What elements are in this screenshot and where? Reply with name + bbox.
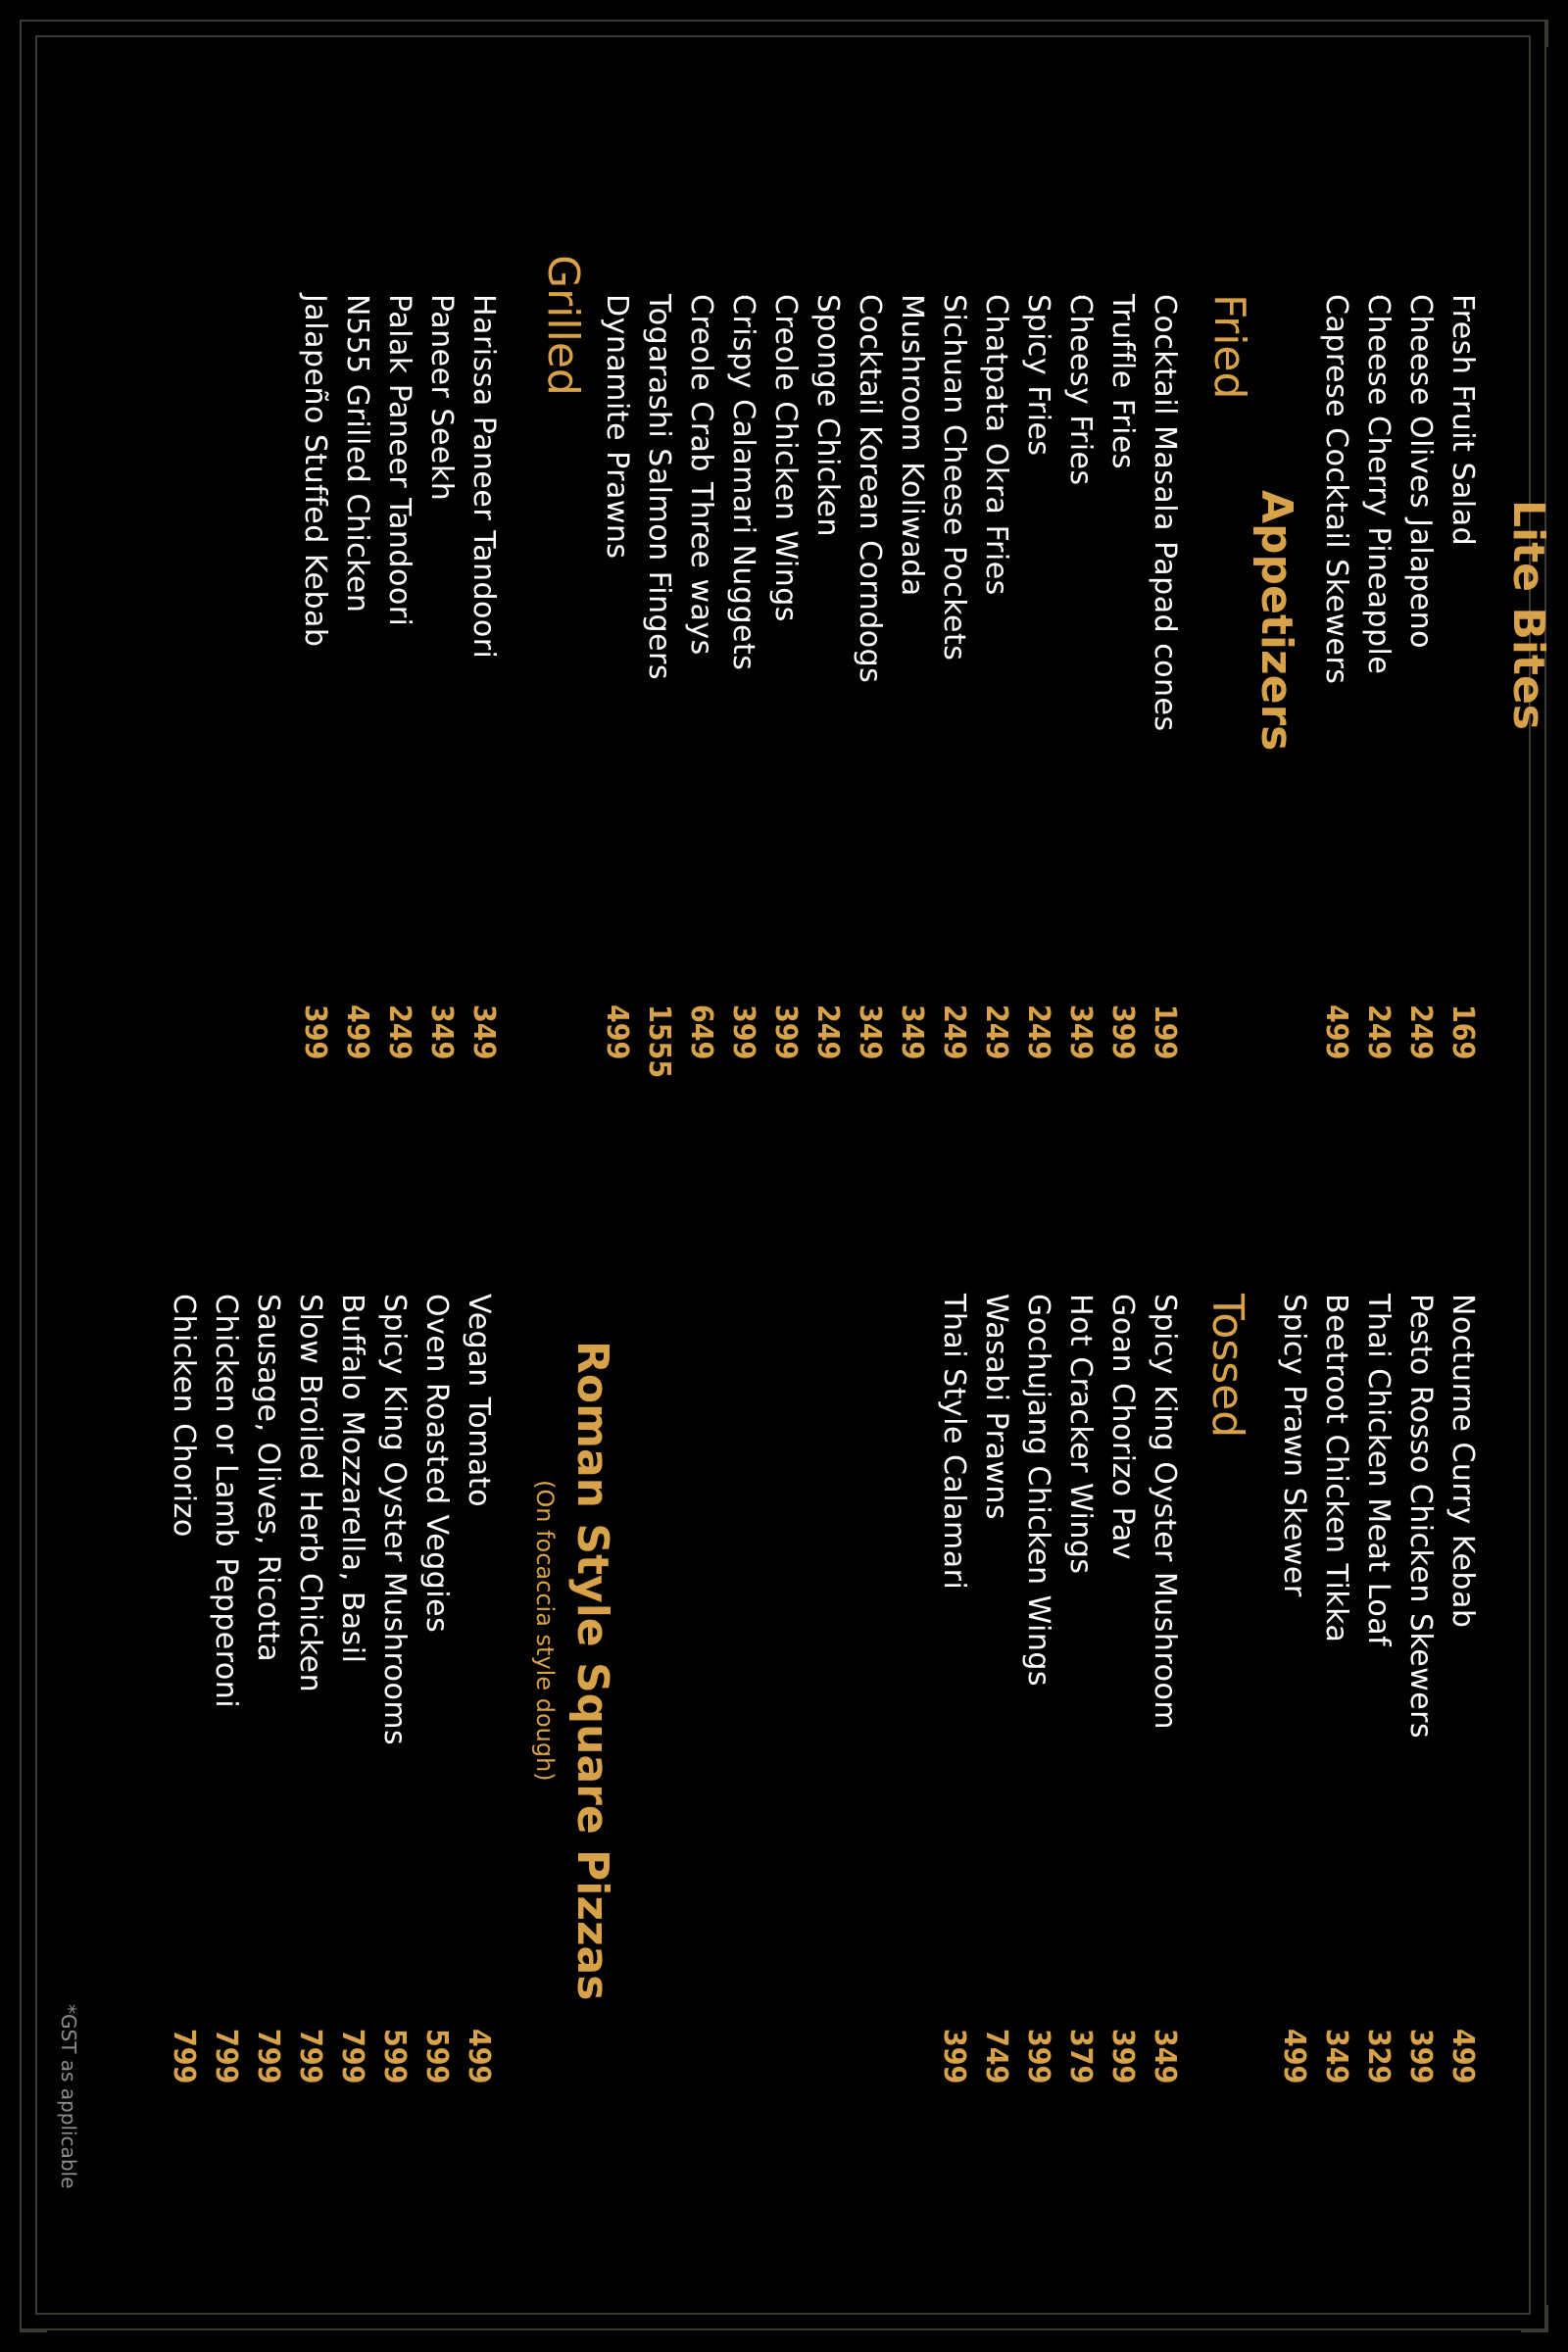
menu-item: [638, 294, 680, 1079]
menu-item: [420, 294, 463, 1060]
menu-item-price: 799: [335, 2029, 369, 2084]
menu-item-name: Sichuan Cheese Pockets: [937, 294, 971, 662]
menu-item: [1102, 1294, 1144, 2084]
menu-item-name: Slow Broiled Herb Chicken: [293, 1294, 327, 1693]
menu-item-price: 349: [1063, 1004, 1098, 1060]
menu-item-price: 349: [895, 1004, 929, 1060]
menu-item-price: 799: [293, 2029, 327, 2084]
menu-item-name: Mushroom Koliwada: [895, 294, 929, 597]
menu-item-price: 169: [1446, 1004, 1480, 1060]
menu-item-name: Spicy King Oyster Mushroom: [1148, 1294, 1182, 1731]
menu-item: [764, 294, 807, 1060]
menu-item: [294, 294, 336, 1060]
menu-item-name: Cheesy Fries: [1063, 294, 1098, 486]
menu-item: [1315, 294, 1357, 1060]
menu-item-name: Vegan Tomato: [462, 1294, 496, 1507]
menu-item-name: Beetroot Chicken Tikka: [1319, 1294, 1353, 1643]
menu-item-name: Chicken Chorizo: [167, 1294, 201, 1538]
menu-item-price: 499: [340, 1004, 374, 1060]
menu-item-price: 379: [1063, 2029, 1098, 2084]
menu-item-price: 249: [1403, 1004, 1438, 1060]
lite-bites-right-list: [1273, 1294, 1484, 2084]
menu-item-price: 1555: [642, 1004, 676, 1079]
menu-item: [1357, 1294, 1399, 2084]
menu-item-name: Oven Roasted Veggies: [419, 1294, 454, 1634]
menu-item-name: Creole Crab Three ways: [684, 294, 718, 656]
menu-item-name: Hot Cracker Wings: [1063, 1294, 1098, 1575]
menu-item-name: Pesto Rosso Chicken Skewers: [1403, 1294, 1438, 1740]
menu-item: [1442, 294, 1484, 1060]
menu-item-price: 399: [1021, 2029, 1055, 2084]
menu-item: [1144, 294, 1186, 1060]
menu-item-price: 399: [298, 1004, 332, 1060]
menu-item-price: 499: [1319, 1004, 1353, 1060]
menu-item-name: Fresh Fruit Salad: [1446, 294, 1480, 547]
menu-item-price: 349: [1319, 2029, 1353, 2084]
menu-item: [722, 294, 764, 1060]
menu-item-price: 249: [810, 1004, 845, 1060]
menu-item: [680, 294, 722, 1060]
menu-item-price: 349: [853, 1004, 887, 1060]
menu-item-price: 499: [1277, 2029, 1311, 2084]
menu-item: [1273, 1294, 1315, 2084]
menu-item-price: 499: [462, 2029, 496, 2084]
menu-item: [849, 294, 891, 1060]
menu-item: [289, 1294, 331, 2084]
menu-item-price: 399: [768, 1004, 803, 1060]
menu-item-price: 249: [979, 1004, 1013, 1060]
menu-item: [1442, 1294, 1484, 2084]
menu-item-price: 799: [167, 2029, 201, 2084]
menu-item-price: 399: [1105, 1004, 1140, 1060]
tossed-list: [933, 1294, 1186, 2084]
fried-title: Fried: [1204, 294, 1254, 400]
menu-item: [163, 1294, 205, 2084]
menu-item-name: Sausage, Olives, Ricotta: [251, 1294, 285, 1663]
menu-item-name: Sponge Chicken: [810, 294, 845, 538]
menu-item-name: Cocktail Korean Corndogs: [853, 294, 887, 684]
menu-item: [1017, 1294, 1059, 2084]
menu-item-name: Spicy Prawn Skewer: [1277, 1294, 1311, 1597]
menu-item: [205, 1294, 247, 2084]
grilled-title: Grilled: [538, 255, 588, 396]
menu-item-price: 399: [937, 2029, 971, 2084]
menu-item-name: Palak Paneer Tandoori: [382, 294, 416, 627]
menu-item-price: 399: [1403, 2029, 1438, 2084]
menu-item-price: 249: [1021, 1004, 1055, 1060]
menu-item-name: Caprese Cocktail Skewers: [1319, 294, 1353, 685]
menu-item: [1144, 1294, 1186, 2084]
menu-item-name: Spicy King Oyster Mushrooms: [377, 1294, 412, 1746]
menu-item-name: Chicken or Lamb Pepperoni: [209, 1294, 243, 1709]
menu-item-name: Crispy Calamari Nuggets: [726, 294, 760, 671]
appetizers-title: Appetizers: [1251, 490, 1301, 752]
menu-item-price: 399: [726, 1004, 760, 1060]
menu-item-price: 249: [1361, 1004, 1396, 1060]
menu-item: [1102, 294, 1144, 1060]
menu-item: [1357, 294, 1399, 1060]
menu-item: [596, 294, 638, 1060]
pizzas-list: [163, 1294, 500, 2084]
menu-item-name: Togarashi Salmon Fingers: [642, 294, 676, 681]
menu-item-name: Spicy Fries: [1021, 294, 1055, 457]
menu-item-name: Dynamite Prawns: [600, 294, 634, 560]
menu-item-name: Chatpata Okra Fries: [979, 294, 1013, 596]
menu-item: [463, 294, 505, 1060]
menu-item-name: Creole Chicken Wings: [768, 294, 803, 622]
pizzas-subtitle: (On focaccia style dough): [531, 1480, 559, 1782]
menu-item-price: 799: [209, 2029, 243, 2084]
menu-item: [373, 1294, 416, 2084]
menu-item-name: Paneer Seekh: [424, 294, 459, 502]
menu-item-name: N555 Grilled Chicken: [340, 294, 374, 613]
menu-item-name: Goan Chorizo Pav: [1105, 1294, 1140, 1561]
menu-item: [336, 294, 378, 1060]
menu-item: [416, 1294, 458, 2084]
menu-item-price: 599: [419, 2029, 454, 2084]
menu-item-price: 749: [979, 2029, 1013, 2084]
menu-item-price: 199: [1148, 1004, 1182, 1060]
menu-item-name: Wasabi Prawns: [979, 1294, 1013, 1521]
menu-item: [1059, 1294, 1102, 2084]
grilled-list: [294, 294, 505, 1060]
menu-item-price: 399: [1105, 2029, 1140, 2084]
menu-item-price: 329: [1361, 2029, 1396, 2084]
pizzas-title: Roman Style Square Pizzas: [567, 1341, 617, 2001]
menu-item-price: 599: [377, 2029, 412, 2084]
menu-item-name: Cheese Olives Jalapeno: [1403, 294, 1438, 649]
menu-item-price: 349: [424, 1004, 459, 1060]
gst-footnote: *GST as applicable: [57, 2004, 80, 2189]
menu-item: [1315, 1294, 1357, 2084]
menu-item-price: 349: [1148, 2029, 1182, 2084]
menu-item: [247, 1294, 289, 2084]
menu-item: [975, 1294, 1017, 2084]
menu-item: [1017, 294, 1059, 1060]
tossed-title: Tossed: [1202, 1294, 1252, 1439]
lite-bites-left-list: [1315, 294, 1484, 1060]
menu-item: [891, 294, 933, 1060]
lite-bites-title: Lite Bites: [1503, 500, 1553, 730]
menu-item: [1399, 1294, 1442, 2084]
menu-item: [331, 1294, 373, 2084]
menu-item-name: Thai Style Calamari: [937, 1294, 971, 1591]
menu-item-name: Truffle Fries: [1105, 294, 1140, 470]
menu-item-name: Cheese Cherry Pineapple: [1361, 294, 1396, 675]
menu-item-price: 499: [600, 1004, 634, 1060]
menu-item: [933, 294, 975, 1060]
fried-list: [596, 294, 1186, 1079]
menu-item-name: Buffalo Mozzarella, Basil: [335, 1294, 369, 1664]
menu-item: [807, 294, 849, 1060]
menu-item: [458, 1294, 500, 2084]
menu-item-price: 349: [466, 1004, 501, 1060]
menu-item: [933, 1294, 975, 2084]
menu-item: [1059, 294, 1102, 1060]
menu-item: [975, 294, 1017, 1060]
menu-item-name: Gochujang Chicken Wings: [1021, 1294, 1055, 1688]
menu-item-name: Cocktail Masala Papad cones: [1148, 294, 1182, 732]
menu-item-price: 649: [684, 1004, 718, 1060]
menu-item-price: 799: [251, 2029, 285, 2084]
menu-item-price: 499: [1446, 2029, 1480, 2084]
menu-item-name: Jalapeño Stuffed Kebab: [298, 294, 332, 648]
menu-item: [1399, 294, 1442, 1060]
menu-item-name: Harissa Paneer Tandoori: [466, 294, 501, 660]
menu-item-price: 249: [937, 1004, 971, 1060]
menu-item-name: Thai Chicken Meat Loaf: [1361, 1294, 1396, 1647]
menu-item-price: 249: [382, 1004, 416, 1060]
menu-item-name: Nocturne Curry Kebab: [1446, 1294, 1480, 1629]
menu-item: [378, 294, 420, 1060]
